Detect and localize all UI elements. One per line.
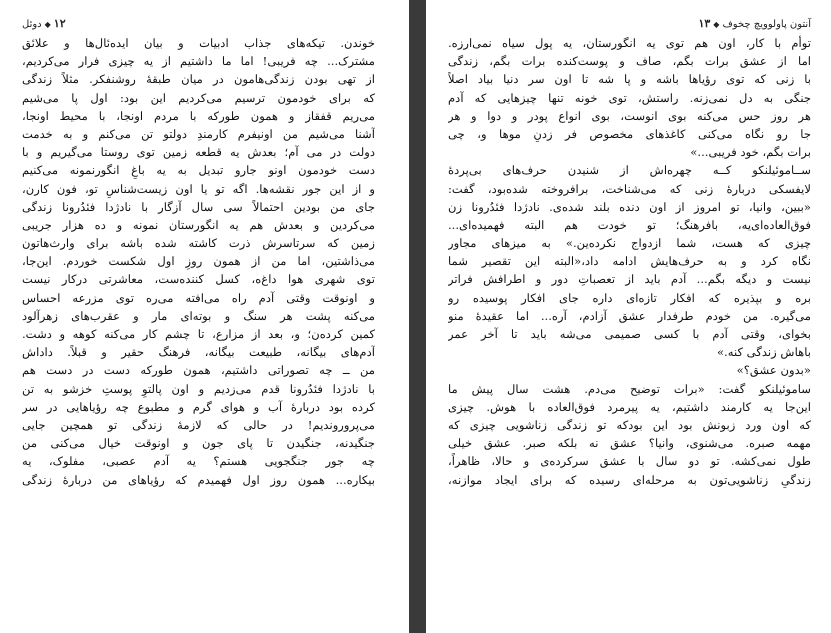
diamond-separator-icon: ◆ — [44, 20, 51, 29]
text-line: من ــ چه تصوراتی داشتیم، همون طورکه دست در دست هم — [22, 363, 375, 378]
text-line: اما از عشق برات بگم، صاف و پوست‌کنده برات بگم، زندگی — [448, 54, 811, 69]
text-line: باهاش زندگی کنه.» — [716, 345, 811, 360]
text-line: چیزی که هست، شما ازدواج نکرده‌ین.» به میزهای مجاور — [448, 236, 811, 251]
text-line: با نادژدا فئدُرونا قدم می‌زدیم و اون پالتوِ پوستِ خزشو به تن — [22, 381, 375, 396]
text-line: می‌کنه پشت هر سنگ و بوته‌ای مار و عقرب‌های زهرآلود — [22, 308, 375, 323]
text-line: می‌گیره. من خودم طرفدار عشق آزادم، آره... اما عقیدهٔ منو — [448, 308, 811, 323]
text-line: لایفسکی دربارهٔ زنی که می‌شناخت، برافروخته شده‌بود، گفت: — [448, 181, 811, 196]
text-line: خوندن. تیکه‌های جذاب ادبیات و بیان ایده‌ئال‌ها و علائق — [22, 36, 375, 50]
text-line: دست خودمون اونو جارو تبدیل به یه باغِ انگورنمونه می‌کنیم — [22, 163, 375, 178]
running-title: دوئل — [22, 19, 42, 30]
text-line: می‌ذاشتین، اما من از همون روزِ اول شکست خوردم. این‌جا، — [22, 254, 375, 269]
page-number: ۱۳ — [698, 17, 711, 30]
text-line: آدم‌های بیگانه، طبیعت بیگانه، فرهنگ حقیر و قبلاً. داداش — [22, 345, 375, 360]
diamond-separator-icon: ◆ — [713, 20, 720, 29]
text-line: دولت در می آم؛ بعدش یه قطعه زمین توی روستا می‌گیریم و با — [22, 145, 375, 160]
text-line: این‌جا یه کارمند داشتیم، یه پیرمرد فوق‌العاده با هوش. چیزی — [448, 399, 811, 414]
text-line: بخوای، وقتی آدم با کسی صمیمی می‌شه باید تا آخر عمر — [448, 327, 811, 341]
text-line: جنگیدنه، جنگیدن تا پای جون و اونوقت خیال می‌کنی من — [22, 436, 375, 451]
right-page — [426, 0, 831, 633]
right-page-body — [448, 34, 811, 489]
text-line: بیکاره... همون روز اول فهمیدم که رؤیاهای من دربارهٔ زندگی — [22, 472, 375, 487]
page-number: ۱۲ — [53, 17, 66, 30]
text-line: و اونوقت وقتی آدم راه می‌افته می‌ره توی مزرعه احساس — [22, 290, 375, 305]
left-page-number-group — [22, 17, 66, 30]
text-line: بره و بپذیره که افکار تازه‌ای داره جای افکار پوسیده رو — [448, 290, 811, 305]
text-line: مشترک... چه فریبی! اما ما داشتیم از یه چیزی فرار می‌کردیم، — [22, 54, 375, 69]
text-line: جا رو نگاه می‌کنی کاغذهای مخصوص فر زدنِ موها و، چی — [448, 126, 811, 141]
text-line: ساموئیلنکو گفت: «برات توضیح می‌دم. هشت سال پیش ما — [448, 381, 811, 396]
text-line: می‌ریم قفقاز و همون طورکه با مردم اونجا، با محیط اونجا، — [22, 108, 375, 123]
text-line: کمین کرده‌ن؛ و، بعد از مزارع، تا چشم کار می‌کنه کوهه و دشت. — [22, 327, 375, 341]
text-line: زمین که سرتاسرش ذرت کاشته شده باشه برای وارث‌هاتون — [22, 236, 375, 251]
text-line: فوق‌العاده‌ای‌یه، بافرهنگ؛ تو خودت هم البته فهمیده‌ای... — [448, 217, 811, 232]
right-page-number-group — [698, 17, 811, 30]
text-line: می‌کردین و بعدش هم یه انگورستان نمونه و ده هزار جریبی — [22, 217, 375, 232]
text-line: از تهی بودن زندگی‌هامون در میان طبقهٔ روشنفکر. مثلاً زندگی — [22, 72, 375, 87]
text-line: جای من بودین احتمالاً سی سال آزگار با نادژدا فئدُرونا زندگی — [22, 199, 375, 214]
text-line: آشنا می‌شیم من اونیفرم کارمندِ دولتو تن می‌کنم و به خدمت — [22, 126, 375, 141]
left-page-header — [22, 0, 375, 34]
text-line: مهمه صبره. می‌شنوی، وانیا؟ عشق نه بلکه صبر. عشق خیلی — [448, 436, 811, 451]
left-page — [0, 0, 409, 633]
text-line: با زنی که توی رؤیاها باشه و پا شه تا اون سر دنیا بیاد اصلاً — [448, 72, 811, 87]
text-line: توأم با کار، اون هم توی یه انگورستان، یه پول سیاه نمی‌ارزه. — [448, 36, 811, 50]
text-line: طول نمی‌کشه. تو دو سال با عشق سرکرده‌ی و حالا، ظاهراً، — [448, 454, 811, 469]
text-line: «ببین، وانیا، تو امروز از اون دنده بلند شده‌ی. نادژدا فئدُرونا زن — [448, 199, 811, 214]
text-line: که اون ورد زبونش بود این بودکه تو زندگی زناشویی چیزی که — [448, 417, 811, 432]
right-page-header — [448, 0, 811, 34]
text-line: برات بگم، خود فریبی...» — [690, 145, 811, 160]
book-gutter — [409, 0, 426, 633]
running-title: آنتون پاولوویچ چخوف — [722, 19, 811, 30]
text-line: زندگیِ زناشویی‌تون به مرحله‌ای رسیده که برای ایجاد موازنه، — [448, 472, 811, 487]
text-line: جنگی به دل نمی‌زنه. راستش، توی خونه تنها چیزهایی که آدم — [448, 90, 811, 105]
text-line: نگاه کرد و به حرف‌هایش ادامه داد،«البته این تقصیر شما — [448, 254, 811, 269]
text-line: و از این جور نقشه‌ها. اگه تو یا اون زیست‌شناسِ تو، فون کارن، — [22, 181, 375, 196]
text-line: ســاموئیلنکو کــه چهره‌اش از شنیدن حرف‌های بی‌پردهٔ — [448, 163, 811, 178]
text-line: توی شهری هوا داغ‌ه، کسل کننده‌ست، معاشرتی درکار نیست — [22, 272, 375, 287]
text-line: که برای خودمون ترسیم می‌کردیم این بود: اول پا می‌شیم — [22, 90, 375, 105]
left-page-body — [22, 34, 375, 489]
text-line: «بدون عشق؟» — [736, 363, 811, 378]
text-line: چه جور جنگجویی هستم؟ یه آدم عصبی، مفلوک، یه — [22, 454, 375, 469]
text-line: کرده بود دربارهٔ آب و هوای گرم و مطبوع چه رؤیاهایی در سر — [22, 399, 375, 414]
text-line: نیست و دیگه بگم... آدم باید از تعصباتِ دور و اطرافش فراتر — [448, 272, 811, 287]
text-line: می‌پروروندیم! در حالی که لازمهٔ زندگی تو همچین جایی — [22, 417, 375, 432]
text-line: هر روز حس می‌کنه بوی انوست، بوی انواع پودر و دوا و هر — [448, 108, 811, 123]
